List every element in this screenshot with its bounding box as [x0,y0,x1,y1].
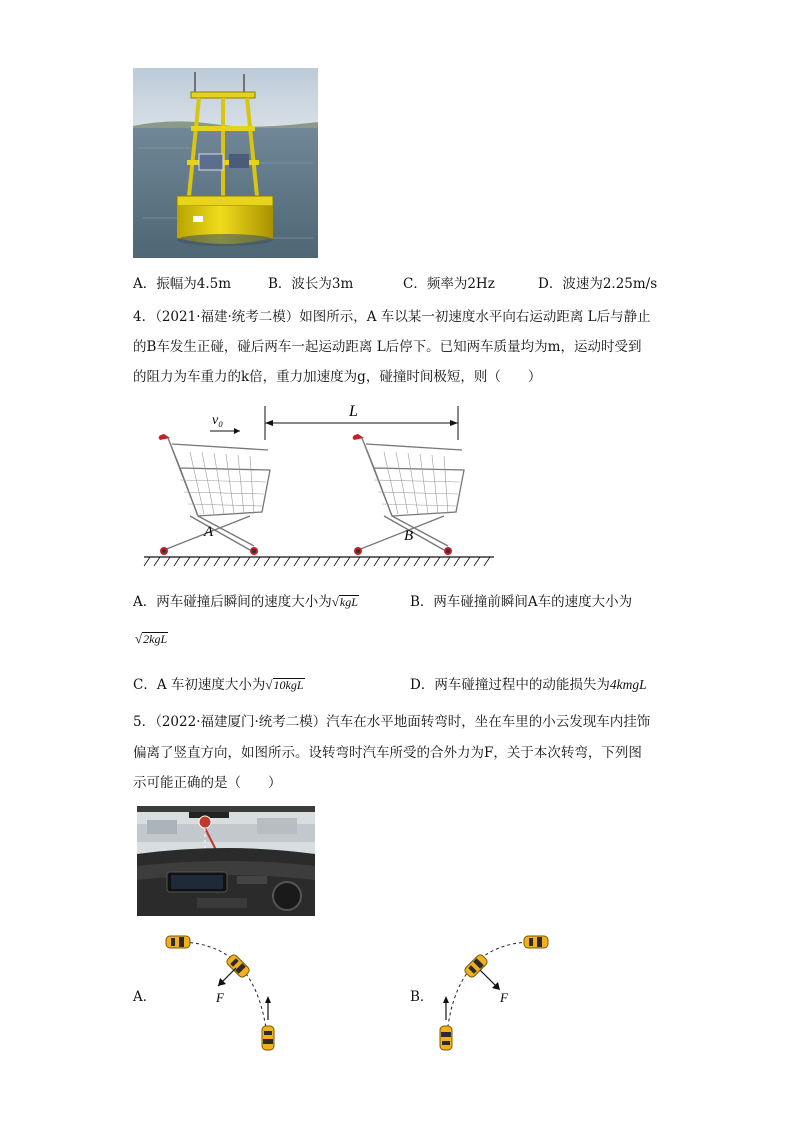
q4-option-a: A．两车碰撞后瞬间的速度大小为√kgL [133,594,358,610]
q4-option-c-text: C．A 车初速度大小为 [133,677,266,693]
q4-option-d-text: D．两车碰撞过程中的动能损失为 [410,677,610,693]
q5-option-b: B． [410,989,434,1005]
q4-option-d [410,676,647,694]
force-label-a: F [216,990,224,1005]
v0-label: v₀ [212,413,224,428]
q4-option-b-radicand: 2kgL [143,632,168,646]
car-icon [440,1026,452,1050]
q4-option-b-value: √2kgL [135,631,168,646]
car-icon [166,936,190,948]
q4-stem-line3: 的阻力为车重力的k倍，重力加速度为g，碰撞时间极短，则（ ） [133,369,542,385]
car-interior-photo [137,806,315,916]
q5-diagram-b [428,926,568,1066]
L-label: L [349,403,358,420]
q4-option-a-text: A．两车碰撞后瞬间的速度大小为 [133,594,332,610]
car-icon [262,1026,274,1050]
q4-figure [140,400,500,572]
q5-diagram-a [150,926,290,1066]
cart-a [159,434,270,555]
q4-stem-line2: 的B车发生正碰，碰后两车一起运动距离 L后停下。已知两车质量均为m，运动时受到 [133,339,642,355]
buoy-photo [133,68,318,258]
q3-option-b: B．波长为3m [268,276,354,292]
q4-option-d-expr: 4kmgL [609,677,647,692]
q3-option-c: C．频率为2Hz [403,276,495,292]
q5-stem-line3: 示可能正确的是（ ） [133,775,282,791]
car-icon [524,936,548,948]
cart-a-label: A [204,524,214,540]
force-label-b: F [500,990,508,1005]
q5-option-a: A． [133,989,157,1005]
q5-stem-line2: 偏离了竖直方向，如图所示。设转弯时汽车所受的合外力为F，关于本次转弯，下列图 [133,745,642,761]
cart-b-label: B [404,528,414,544]
q4-option-c-radicand: 10kgL [273,678,304,692]
q4-stem-line1: 4．（2021·福建·统考二模）如图所示，A 车以某一初速度水平向右运动距离 L后与静止 [133,309,651,325]
q3-option-d: D．波速为2.25m/s [538,276,658,292]
q5-stem-line1: 5．（2022·福建厦门·统考二模）汽车在水平地面转弯时，坐在车里的小云发现车内挂饰 [133,714,651,730]
q4-option-a-radicand: kgL [339,595,358,609]
q4-option-c: C．A 车初速度大小为√10kgL [133,677,304,693]
q3-option-a: A．振幅为4.5m [133,276,232,292]
q4-option-b-text: B．两车碰撞前瞬间A车的速度大小为 [410,594,633,610]
